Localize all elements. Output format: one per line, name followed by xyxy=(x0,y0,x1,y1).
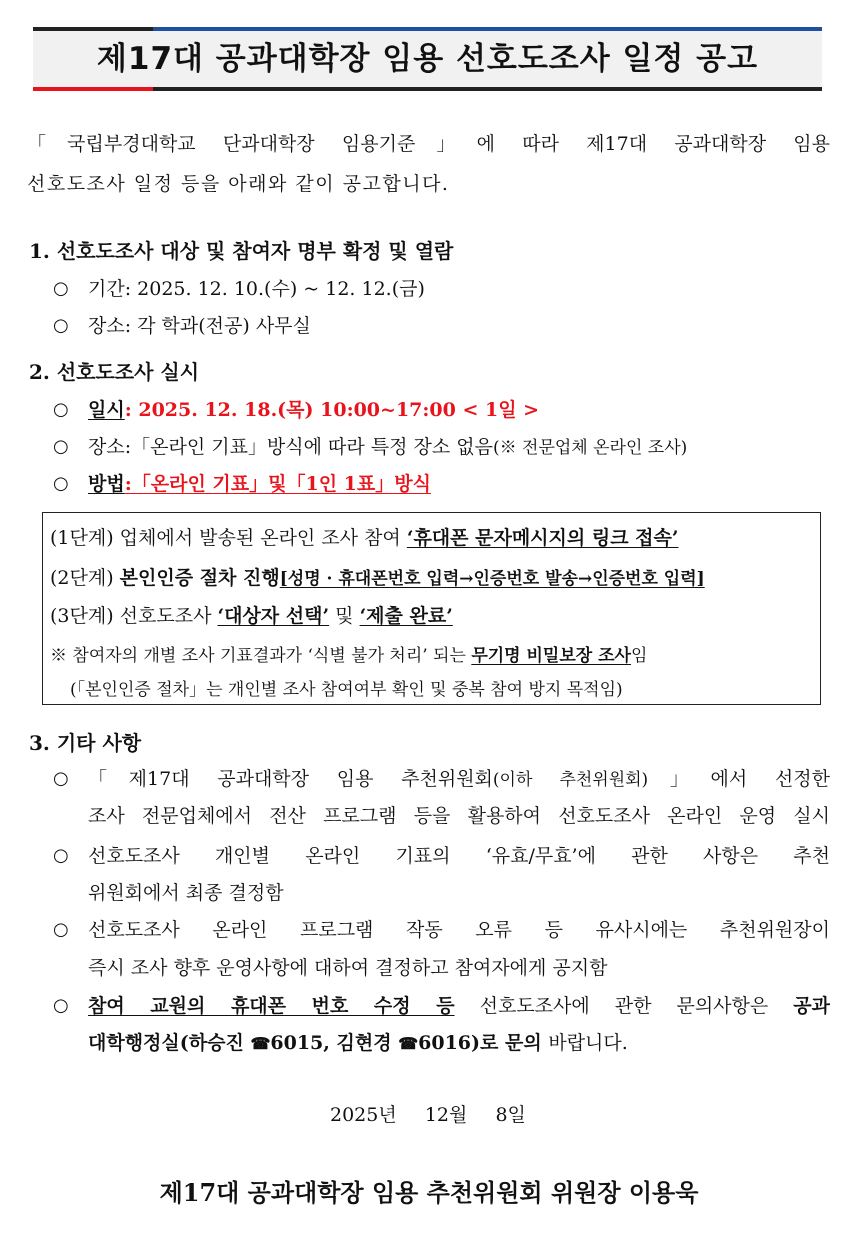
tel-2: 6016)로 xyxy=(418,1032,499,1054)
step-2-detail: [성명 · 휴대폰번호 입력→인증번호 발송→인증번호 입력] xyxy=(279,569,705,589)
section-2-date xyxy=(88,397,539,423)
step-1-text: (1단계) 업체에서 발송된 온라인 조사 참여 xyxy=(50,527,401,549)
item-4-line-2 xyxy=(88,1030,628,1057)
bullet-icon: ○ xyxy=(53,845,69,866)
signature: 제17대 공과대학장 임용 추천위원회 위원장 이용욱 xyxy=(159,1178,699,1207)
step-3-and: 및 xyxy=(335,605,354,627)
bullet-icon: ○ xyxy=(53,399,69,420)
section-1-place: 장소: 각 학과(전공) 사무실 xyxy=(88,315,311,337)
bullet-icon: ○ xyxy=(53,315,69,336)
intro-line-1: 「국립부경대학교 단과대학장 임용기준」에 따라 제17대 공과대학장 임용 xyxy=(27,133,830,155)
item-1-small: (이하 추천위원회) xyxy=(492,770,649,790)
closing-text: 바랍니다. xyxy=(548,1032,628,1054)
date-day: 8일 xyxy=(495,1104,526,1126)
item-3-line-2: 즉시 조사 향후 운영사항에 대하여 결정하고 참여자에게 공지함 xyxy=(88,957,608,979)
method-value: :「온라인 기표」및「1인 1표」방식 xyxy=(124,473,431,495)
step-2 xyxy=(50,565,705,592)
method-label: 방법 xyxy=(88,473,125,495)
bullet-icon: ○ xyxy=(53,278,69,299)
item-4-line-1 xyxy=(88,993,830,1019)
step-2-text: 본인인증 절차 진행 xyxy=(119,567,280,589)
item-1-line-1 xyxy=(88,766,830,793)
section-2-method xyxy=(88,471,431,497)
phone-icon: ☎ xyxy=(250,1034,271,1053)
item-4-mid: 선호도조사에 관한 문의사항은 xyxy=(479,995,769,1017)
item-2-line-1: 선호도조사 개인별 온라인 기표의 ‘유효/무효’에 관한 사항은 추천 xyxy=(88,845,830,867)
notice-date xyxy=(330,1102,526,1128)
step-1-emphasis: ‘휴대폰 문자메시지의 링크 접속’ xyxy=(406,527,679,549)
bullet-icon: ○ xyxy=(53,473,69,494)
date-value: : 2025. 12. 18.(목) 10:00~17:00 < 1일 > xyxy=(124,399,540,421)
step-2-label: (2단계) xyxy=(50,567,114,589)
step-3-submit: ‘제출 완료’ xyxy=(359,605,453,627)
bullet-icon: ○ xyxy=(53,919,69,940)
steps-note-1 xyxy=(50,643,647,669)
step-3-text: (3단계) 선호도조사 xyxy=(50,605,212,627)
section-1-period: 기간: 2025. 12. 10.(수) ~ 12. 12.(금) xyxy=(88,278,425,300)
phone-icon: ☎ xyxy=(398,1034,419,1053)
bullet-icon: ○ xyxy=(53,436,69,457)
item-4-emphasis: 참여 교원의 휴대폰 번호 수정 등 xyxy=(88,995,455,1017)
page-title: 제17대 공과대학장 임용 선호도조사 일정 공고 xyxy=(96,41,759,77)
item-1-line-2: 조사 전문업체에서 전산 프로그램 등을 활용하여 선호도조사 온라인 운영 실시 xyxy=(88,805,830,827)
item-4-bold: 공과 xyxy=(793,995,830,1017)
title-bottom-rule xyxy=(33,87,822,91)
steps-note-2: (「본인인증 절차」는 개인별 조사 참여여부 확인 및 중복 참여 방지 목적임) xyxy=(70,680,623,700)
note-1-emphasis: 무기명 비밀보장 조사 xyxy=(471,646,631,666)
item-1-pre: 「제17대 공과대학장 임용 추천위원회 xyxy=(88,768,493,790)
bullet-icon: ○ xyxy=(53,768,69,789)
place-text: 장소:「온라인 기표」방식에 따라 특정 장소 없음 xyxy=(88,436,493,458)
section-2-heading: 2. 선호도조사 실시 xyxy=(29,360,200,384)
bullet-icon: ○ xyxy=(53,995,69,1016)
step-3 xyxy=(50,603,453,629)
date-month: 12월 xyxy=(424,1104,468,1126)
intro-line-2: 선호도조사 일정 등을 아래와 같이 공고합니다. xyxy=(27,173,450,195)
section-3-heading: 3. 기타 사항 xyxy=(29,731,142,755)
step-3-select: ‘대상자 선택’ xyxy=(217,605,330,627)
date-year: 2025년 xyxy=(330,1104,397,1126)
section-1-heading: 1. 선호도조사 대상 및 참여자 명부 확정 및 열람 xyxy=(29,239,454,263)
date-label: 일시 xyxy=(88,399,125,421)
tel-1: 6015, 김현경 xyxy=(270,1032,392,1054)
office-name: 대학행정실(하승진 xyxy=(88,1032,244,1054)
place-note: (※ 전문업체 온라인 조사) xyxy=(492,438,688,458)
item-1-post: 」에서 선정한 xyxy=(648,768,830,790)
item-2-line-2: 위원회에서 최종 결정함 xyxy=(88,882,284,904)
note-1-text: ※ 참여자의 개별 조사 기표결과가 ‘식별 불가 처리’ 되는 xyxy=(50,646,466,666)
inquiry-word: 문의 xyxy=(505,1032,542,1054)
note-1-end: 임 xyxy=(630,646,648,666)
section-2-place xyxy=(88,434,687,461)
item-3-line-1: 선호도조사 온라인 프로그램 작동 오류 등 유사시에는 추천위원장이 xyxy=(88,919,830,941)
step-1 xyxy=(50,525,679,551)
